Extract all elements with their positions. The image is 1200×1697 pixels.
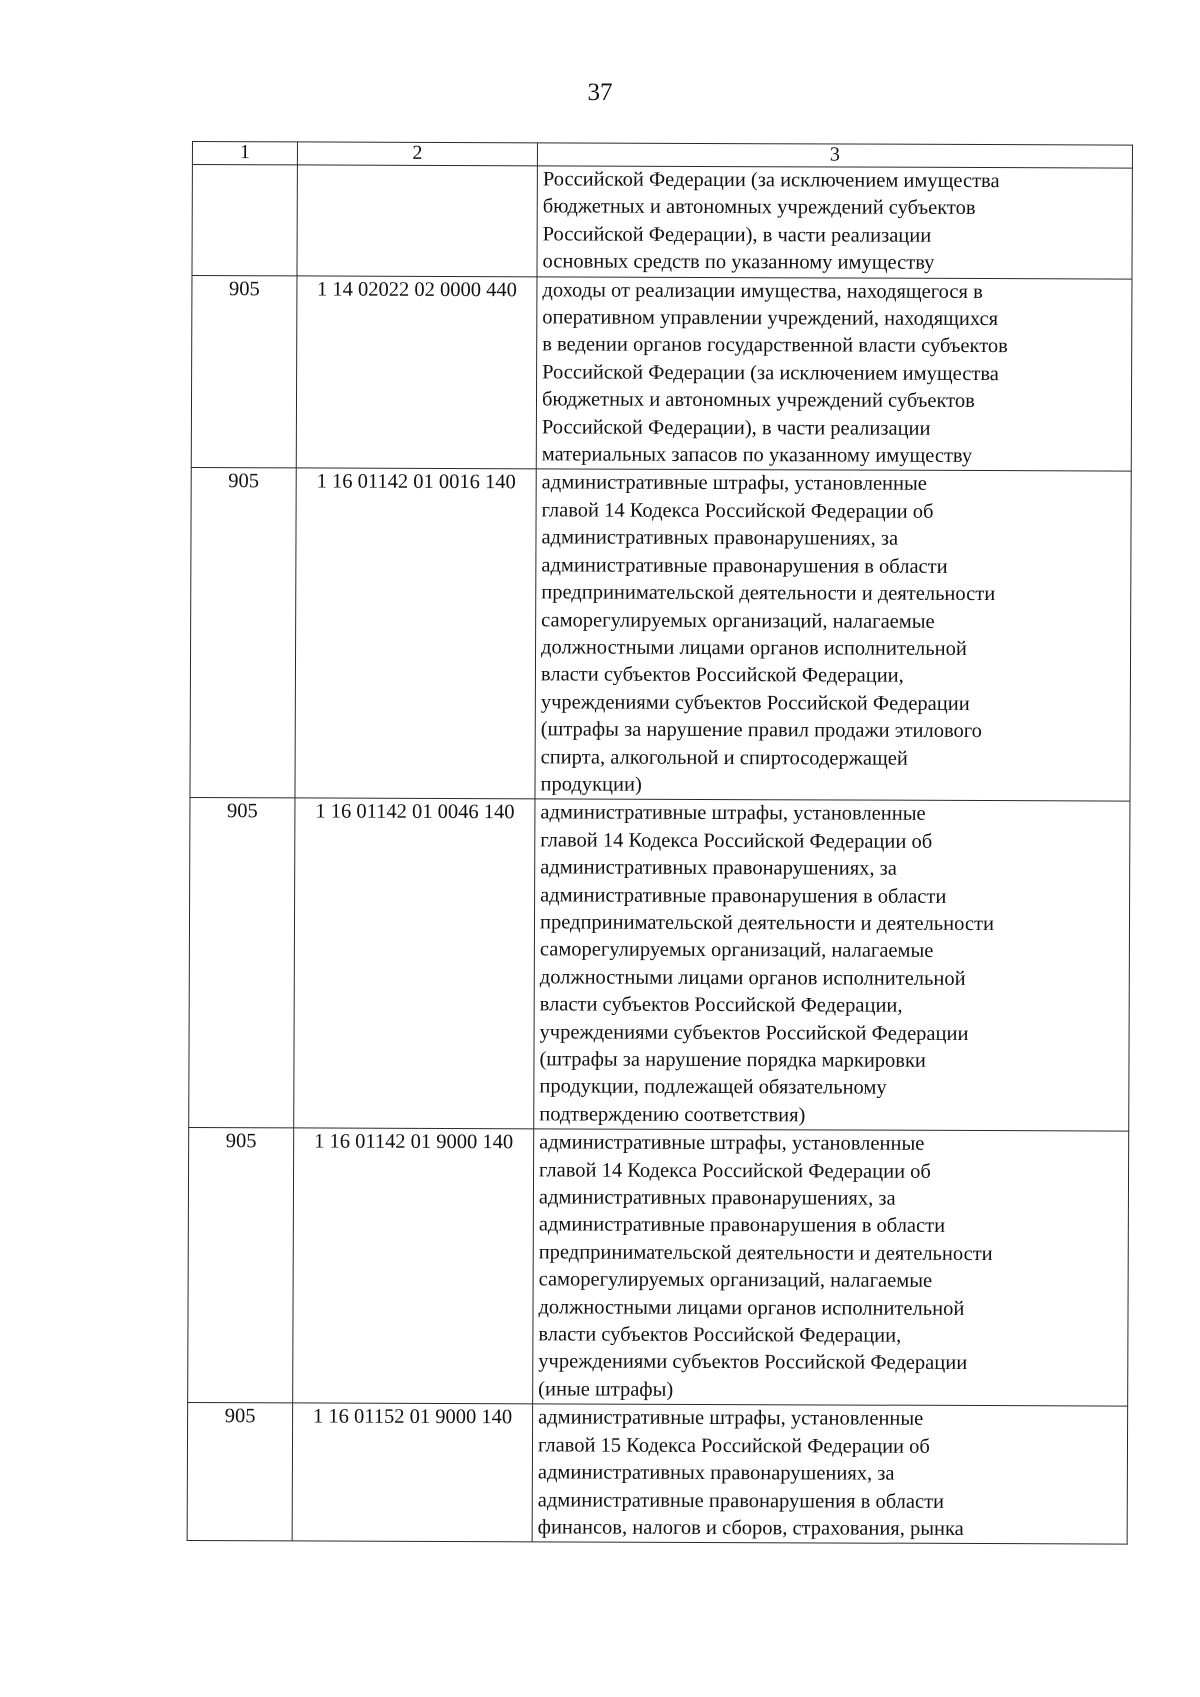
table-row bbox=[187, 1403, 1128, 1545]
page-number: 37 bbox=[587, 79, 613, 106]
admin-code-cell: 905 bbox=[189, 798, 295, 1128]
kbk-code-cell bbox=[297, 165, 537, 277]
table-row bbox=[189, 798, 1130, 1131]
column-header-2: 2 bbox=[297, 142, 537, 166]
kbk-code-cell: 1 16 01142 01 0046 140 bbox=[294, 798, 535, 1129]
admin-code-cell: 905 bbox=[187, 1403, 293, 1541]
description-cell: Российской Федерации (за исключением имущества бюджетных и автономных учреждений субъектов Российской Федерации), в части реализации основных средств по указанному имуществу bbox=[537, 166, 1132, 279]
admin-code-cell: 905 bbox=[188, 1128, 294, 1403]
kbk-code-cell: 1 16 01142 01 9000 140 bbox=[293, 1128, 534, 1404]
description-cell: доходы от реализации имущества, находящегося в оперативном управлении учреждений, находящихся в ведении органов государственной власти субъектов Российской Федерации (за исключением имущества бюджетных и автономных учреждений субъектов Российской Федерации), в части реализации материальных запасов по указанному имуществу bbox=[536, 276, 1132, 471]
description-cell: административные штрафы, установленные главой 14 Кодекса Российской Федерации об административных правонарушениях, за административные правонарушения в области предпринимательской деятельности и деятельности саморегулируемых организаций, налагаемые должностными лицами органов исполнительной власти субъектов Российской Федерации, учреждениями субъектов Российской Федерации (штрафы за нарушение порядка маркировки продукции, подлежащей обязательному подтверждению соответствия) bbox=[534, 799, 1130, 1131]
table-row bbox=[188, 1128, 1129, 1407]
description-cell: административные штрафы, установленные главой 14 Кодекса Российской Федерации об административных правонарушениях, за административные правонарушения в области предпринимательской деятельности и деятельности саморегулируемых организаций, налагаемые должностными лицами органов исполнительной власти субъектов Российской Федерации, учреждениями субъектов Российской Федерации (иные штрафы) bbox=[533, 1129, 1129, 1406]
column-header-3: 3 bbox=[537, 143, 1132, 168]
table-row bbox=[191, 275, 1132, 471]
admin-code-cell bbox=[192, 165, 297, 276]
kbk-code-cell: 1 14 02022 02 0000 440 bbox=[296, 276, 537, 470]
table-row bbox=[192, 165, 1132, 279]
column-header-1: 1 bbox=[192, 142, 297, 165]
description-cell: административные штрафы, установленные главой 14 Кодекса Российской Федерации об административных правонарушениях, за административные правонарушения в области предпринимательской деятельности и деятельности саморегулируемых организаций, налагаемые должностными лицами органов исполнительной власти субъектов Российской Федерации, учреждениями субъектов Российской Федерации (штрафы за нарушение правил продажи этилового спирта, алкогольной и спиртосодержащей продукции) bbox=[535, 469, 1131, 801]
budget-codes-table bbox=[187, 141, 1133, 1545]
admin-code-cell: 905 bbox=[191, 275, 297, 468]
kbk-code-cell: 1 16 01152 01 9000 140 bbox=[292, 1403, 533, 1542]
kbk-code-cell: 1 16 01142 01 0016 140 bbox=[295, 468, 536, 799]
description-cell: административные штрафы, установленные главой 15 Кодекса Российской Федерации об административных правонарушениях, за административные правонарушения в области финансов, налогов и сборов, страхования, рынка bbox=[532, 1404, 1128, 1544]
table-row bbox=[190, 468, 1131, 801]
admin-code-cell: 905 bbox=[190, 468, 296, 798]
